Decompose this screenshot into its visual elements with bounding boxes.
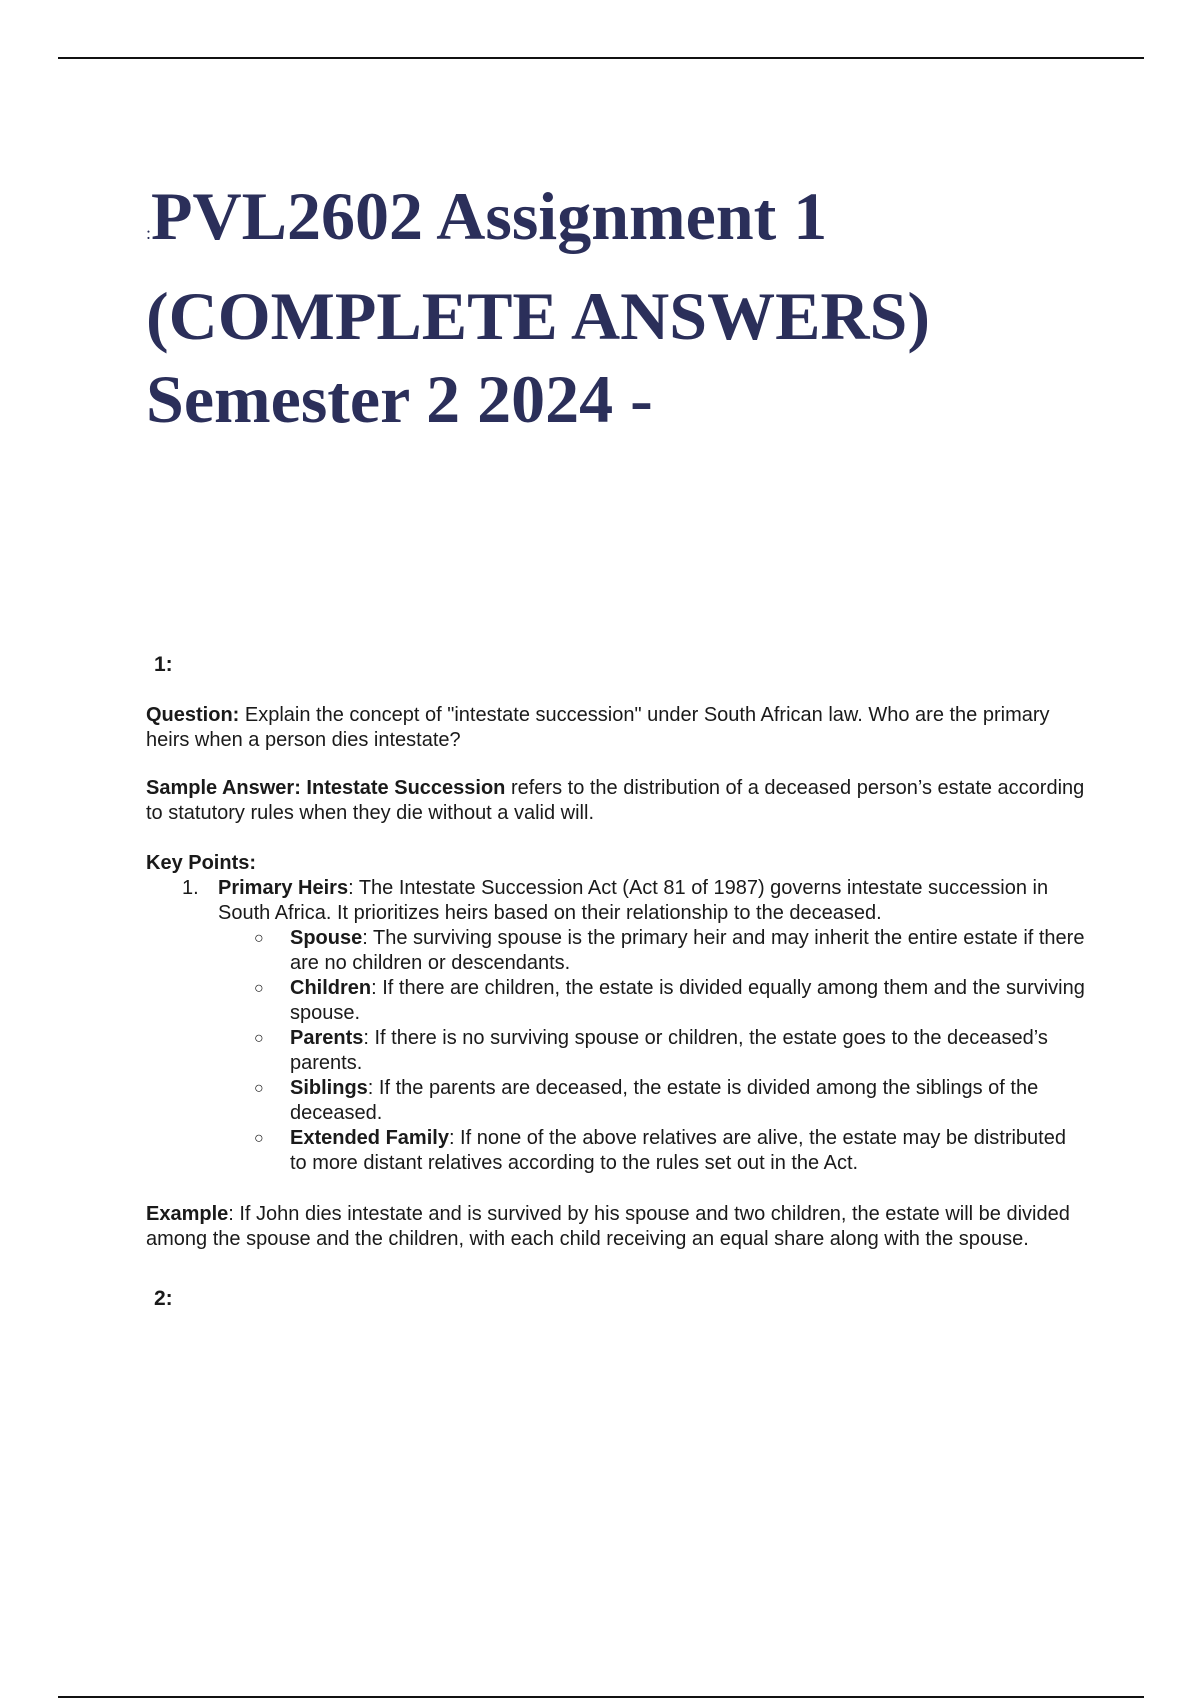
title-prefix: : — [146, 223, 152, 243]
title-line-2: (COMPLETE ANSWERS) — [146, 278, 930, 354]
heir-label: Spouse — [290, 927, 363, 949]
title-line-1: PVL2602 Assignment 1 — [151, 178, 828, 254]
heir-text: : If there is no surviving spouse or children, the estate goes to the deceased’s parents. — [290, 1027, 1048, 1074]
heir-item-parents — [218, 1026, 1086, 1076]
heir-item-spouse — [218, 926, 1086, 976]
question-1-number: 1: — [154, 653, 173, 676]
top-rule — [58, 57, 1144, 59]
heir-label: Children — [290, 977, 372, 999]
question-label: Question: — [146, 704, 240, 726]
document-title — [146, 175, 1146, 441]
bullet-icon: ○ — [254, 1130, 264, 1147]
heir-text: : The surviving spouse is the primary heir and may inherit the entire estate if there are no children or descendants. — [290, 927, 1085, 974]
heir-label: Extended Family — [290, 1127, 449, 1149]
key-points-heading — [146, 851, 1086, 876]
bullet-icon: ○ — [254, 980, 264, 997]
primary-heirs-text: : The Intestate Succession Act (Act 81 of 1987) governs intestate succession in South Africa. It prioritizes heirs based on their relationship to the deceased. — [218, 877, 1049, 924]
key-points-label: Key Points: — [146, 852, 257, 874]
key-points-list — [146, 876, 1086, 1176]
sample-answer-text: refers to the distribution of a deceased person’s estate according to statutory rules when they die without a valid will. — [146, 777, 1085, 824]
title-line-3: Semester 2 2024 - — [146, 361, 653, 437]
heirs-list — [218, 926, 1086, 1176]
key-point-primary-heirs — [146, 876, 1086, 1176]
question-text: Explain the concept of "intestate succession" under South African law. Who are the primary heirs when a person dies intestate? — [146, 704, 1050, 751]
question-1-prompt — [146, 703, 1086, 753]
document-body — [146, 652, 1086, 1311]
example-label: Example — [146, 1203, 229, 1225]
sample-answer — [146, 776, 1086, 826]
heir-item-extended-family — [218, 1126, 1086, 1176]
question-2-number: 2: — [154, 1287, 173, 1310]
primary-heirs-label: Primary Heirs — [218, 877, 349, 899]
heir-item-siblings — [218, 1076, 1086, 1126]
bottom-rule — [58, 1696, 1144, 1698]
heir-label: Parents — [290, 1027, 364, 1049]
heir-label: Siblings — [290, 1077, 368, 1099]
heir-text: : If the parents are deceased, the estate is divided among the siblings of the deceased. — [290, 1077, 1039, 1124]
heir-text: : If none of the above relatives are alive, the estate may be distributed to more distant relatives according to the rules set out in the Act. — [290, 1127, 1066, 1174]
bullet-icon: ○ — [254, 1080, 264, 1097]
example-paragraph — [146, 1202, 1086, 1252]
list-number: 1. — [182, 877, 199, 899]
sample-answer-term: Intestate Succession — [300, 777, 506, 799]
sample-answer-label: Sample Answer: — [146, 777, 301, 799]
heir-item-children — [218, 976, 1086, 1026]
bullet-icon: ○ — [254, 1030, 264, 1047]
example-text: : If John dies intestate and is survived by his spouse and two children, the estate will be divided among the spouse and the children, with each child receiving an equal share along with the spouse. — [146, 1203, 1070, 1250]
bullet-icon: ○ — [254, 930, 264, 947]
heir-text: : If there are children, the estate is divided equally among them and the surviving spouse. — [290, 977, 1085, 1024]
